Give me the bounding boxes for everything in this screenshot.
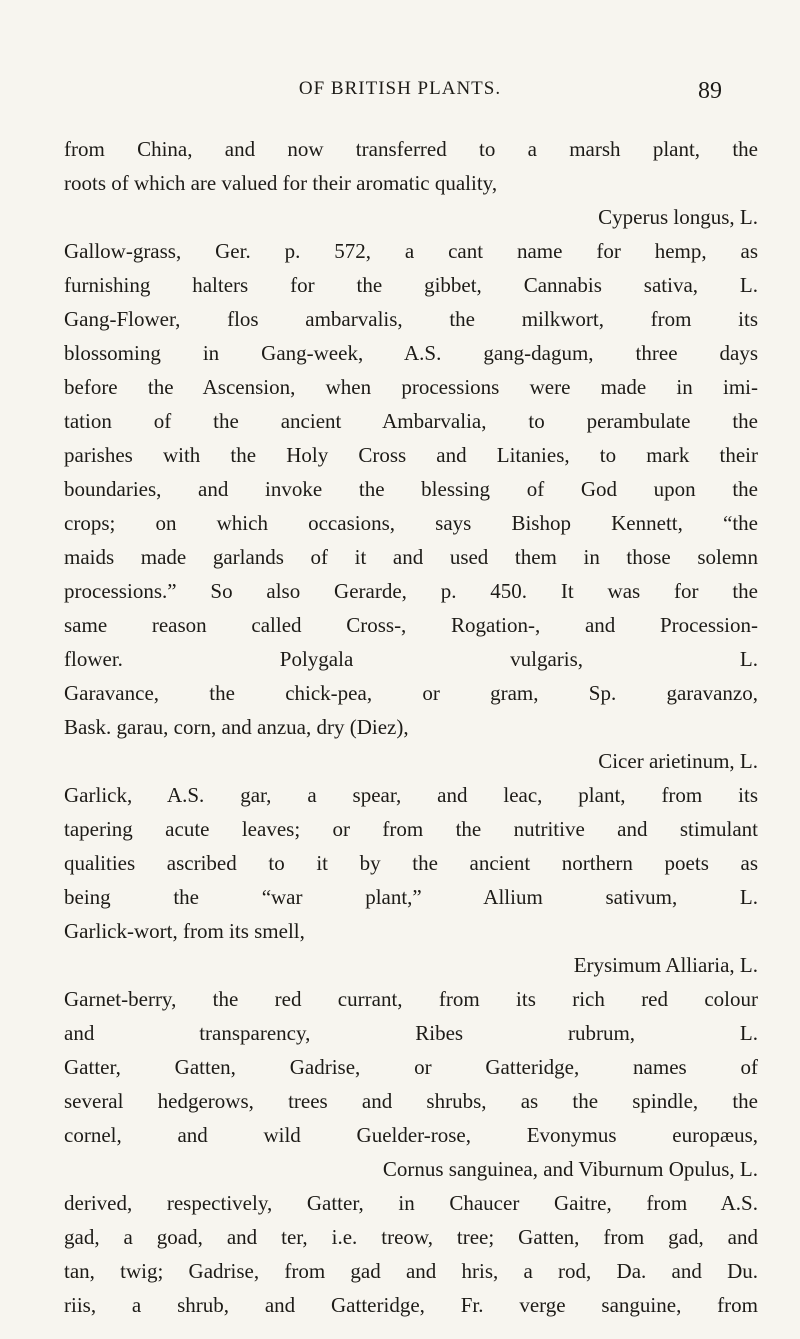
text-line: and transparency, Ribes rubrum, L. — [64, 1021, 758, 1045]
text-line: cornel, and wild Guelder-rose, Evonymus europæus, — [64, 1123, 758, 1147]
text-line: roots of which are valued for their aromatic quality, — [64, 171, 498, 195]
text-line: furnishing halters for the gibbet, Cannabis sativa, L. — [64, 273, 758, 297]
text-line: being the “war plant,” Allium sativum, L. — [64, 885, 758, 909]
text-line: before the Ascension, when processions were made in imi- — [64, 375, 758, 399]
text-line: Gatter, Gatten, Gadrise, or Gatteridge, names of — [64, 1055, 758, 1079]
text-line: gad, a goad, and ter, i.e. treow, tree; Gatten, from gad, and — [64, 1225, 758, 1249]
text-line: Gallow-grass, Ger. p. 572, a cant name for hemp, as — [64, 239, 758, 263]
text-line: maids made garlands of it and used them in those solemn — [64, 545, 758, 569]
text-line: derived, respectively, Gatter, in Chaucer Gaitre, from A.S. — [64, 1191, 758, 1215]
text-line: Cyperus longus, L. — [598, 205, 758, 229]
page-number: 89 — [698, 78, 722, 104]
text-line: Cicer arietinum, L. — [598, 749, 758, 773]
text-line: Bask. garau, corn, and anzua, dry (Diez), — [64, 715, 409, 739]
text-line: crops; on which occasions, says Bishop Kennett, “the — [64, 511, 758, 535]
text-line: qualities ascribed to it by the ancient northern poets as — [64, 851, 758, 875]
text-line: same reason called Cross-, Rogation-, and Procession- — [64, 613, 758, 637]
text-line: blossoming in Gang-week, A.S. gang-dagum, three days — [64, 341, 758, 365]
text-line: boundaries, and invoke the blessing of God upon the — [64, 477, 758, 501]
text-line: riis, a shrub, and Gatteridge, Fr. verge sanguine, from — [64, 1293, 758, 1317]
text-line: Cornus sanguinea, and Viburnum Opulus, L. — [382, 1157, 758, 1181]
text-line: flower. Polygala vulgaris, L. — [64, 647, 758, 671]
text-line: Garnet-berry, the red currant, from its rich red colour — [64, 987, 758, 1011]
text-line: tation of the ancient Ambarvalia, to perambulate the — [64, 409, 758, 433]
text-line: from China, and now transferred to a marsh plant, the — [64, 137, 758, 161]
text-line: parishes with the Holy Cross and Litanies, to mark their — [64, 443, 758, 467]
running-title: OF BRITISH PLANTS. — [298, 78, 502, 99]
text-line: tapering acute leaves; or from the nutritive and stimulant — [64, 817, 758, 841]
text-line: Garavance, the chick-pea, or gram, Sp. garavanzo, — [64, 681, 758, 705]
text-line: Garlick, A.S. gar, a spear, and leac, plant, from its — [64, 783, 758, 807]
text-line: several hedgerows, trees and shrubs, as the spindle, the — [64, 1089, 758, 1113]
text-line: Erysimum Alliaria, L. — [573, 953, 758, 977]
running-head — [0, 78, 800, 108]
text-line: Garlick-wort, from its smell, — [64, 919, 305, 943]
text-line: tan, twig; Gadrise, from gad and hris, a rod, Da. and Du. — [64, 1259, 758, 1283]
text-line: processions.” So also Gerarde, p. 450. It was for the — [64, 579, 758, 603]
text-line: Gang-Flower, flos ambarvalis, the milkwort, from its — [64, 307, 758, 331]
body-text — [64, 132, 758, 1322]
